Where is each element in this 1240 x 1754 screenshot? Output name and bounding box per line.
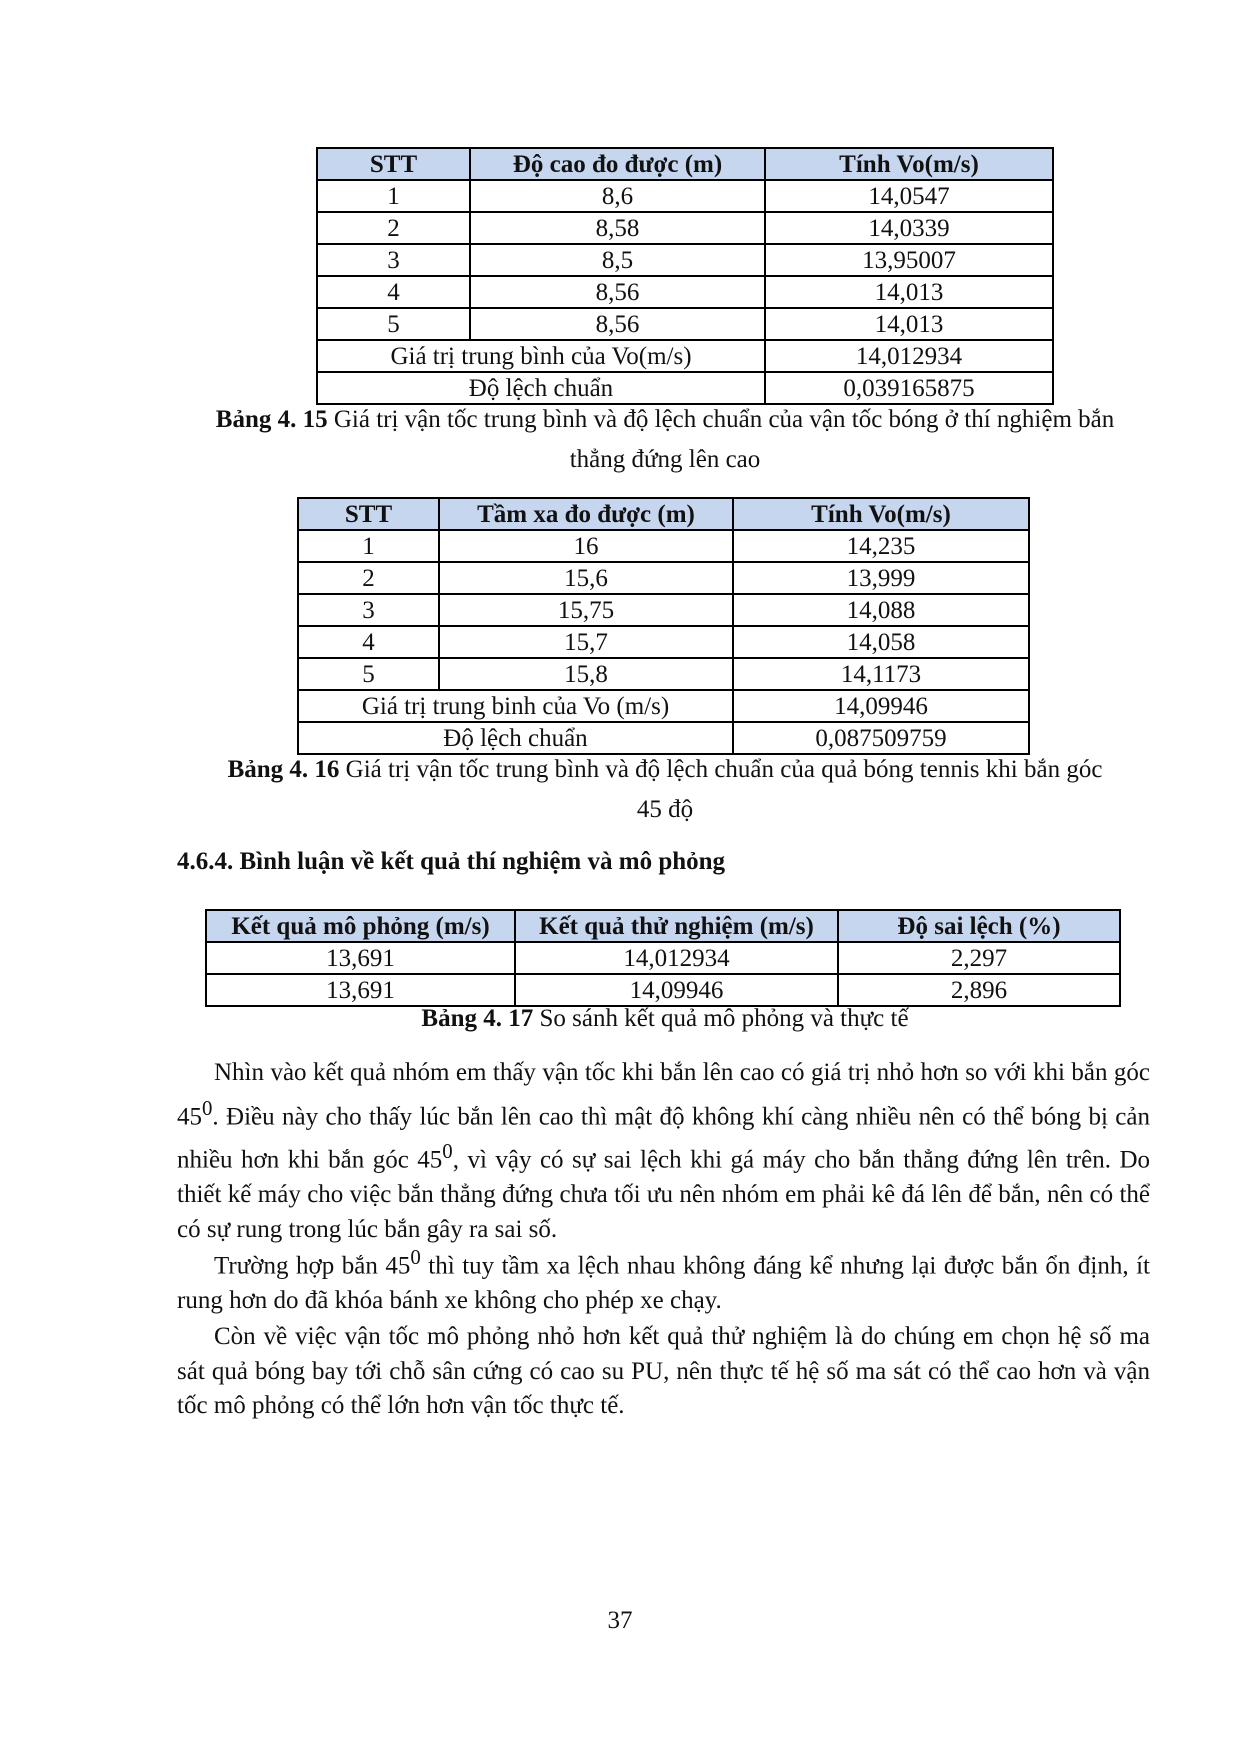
caption-text: So sánh kết quả mô phỏng và thực tế [533,1005,909,1032]
table-cell: 8,56 [470,308,765,340]
caption-text: Giá trị vận tốc trung bình và độ lệch chuẩn của quả bóng tennis khi bắn góc [339,756,1103,783]
table-row [317,212,1053,244]
paragraph-3: Còn về việc vận tốc mô phỏng nhỏ hơn kết quả thử nghiệm là do chúng em chọn hệ số ma sát quả bóng bay tới chỗ sân cứng có cao su PU, nên thực tế hệ số ma sát có thể cao hơn và vận tốc mô phỏng có thể lớn hơn vận tốc thực tế. [177,1323,1150,1419]
table-cell: 16 [439,530,733,562]
table-cell: 2 [298,562,439,594]
table-cell: 15,6 [439,562,733,594]
table-cell: 8,5 [470,244,765,276]
caption-table-4-17 [170,1002,1160,1036]
paragraph-text: . Điều này cho thấy lúc bắn lên cao thì mật độ không khí càng nhiều nên có thể bóng bị cản nhiều hơn khi bắn góc 45 [177,1102,1150,1174]
table-cell: 3 [317,244,470,276]
table-45-degree-shot [297,497,1030,755]
paragraph-text: Trường hợp bắn 45 [214,1252,411,1280]
paragraph-2 [177,1240,1150,1318]
superscript: 0 [442,1139,453,1164]
table-header-row [317,148,1053,180]
header-cell: Độ sai lệch (%) [838,910,1120,942]
table-cell: 2 [317,212,470,244]
mean-value: 14,09946 [733,690,1029,722]
header-cell: Độ cao đo được (m) [470,148,765,180]
table-cell: 8,58 [470,212,765,244]
table-row [317,244,1053,276]
table-row [298,562,1029,594]
page-number: 37 [607,1607,633,1634]
paragraph-1 [177,1056,1150,1247]
caption-label: Bảng 4. 16 [227,756,340,783]
table-row [298,594,1029,626]
header-cell: Tầm xa đo được (m) [439,498,733,530]
caption-text: Giá trị vận tốc trung bình và độ lệch chuẩn của vận tốc bóng ở thí nghiệm bắn [327,406,1115,433]
header-cell: STT [317,148,470,180]
table-cell: 14,235 [733,530,1029,562]
caption-text-line2: 45 độ [636,796,694,823]
mean-label: Giá trị trung binh của Vo (m/s) [298,690,733,722]
table-cell: 5 [317,308,470,340]
table-cell: 2,297 [838,942,1120,974]
caption-text-line2: thẳng đứng lên cao [569,446,761,473]
header-cell: Kết quả mô phỏng (m/s) [206,910,515,942]
table-cell: 15,75 [439,594,733,626]
table-cell: 14,0339 [765,212,1053,244]
table-header-row [206,910,1120,942]
table-cell: 14,09946 [515,974,838,1006]
table-cell: 15,8 [439,658,733,690]
table-row [298,530,1029,562]
caption-table-4-16 [170,750,1160,830]
std-value: 0,087509759 [733,722,1029,754]
header-cell: Tính Vo(m/s) [765,148,1053,180]
table-row [317,180,1053,212]
superscript: 0 [202,1095,213,1120]
table-row [317,308,1053,340]
table-cell: 5 [298,658,439,690]
mean-label: Giá trị trung bình của Vo(m/s) [317,340,765,372]
table-cell: 14,013 [765,276,1053,308]
paragraph-text: thì tuy tầm xa lệch nhau không đáng kể nhưng lại được bắn ổn định, ít rung hơn do đã khóa bánh xe không cho phép xe chạy. [177,1252,1150,1314]
mean-row [298,690,1029,722]
table-cell: 14,058 [733,626,1029,658]
table-cell: 14,088 [733,594,1029,626]
std-label: Độ lệch chuẩn [317,372,765,404]
table-cell: 8,56 [470,276,765,308]
table-cell: 3 [298,594,439,626]
table-cell: 2,896 [838,974,1120,1006]
caption-label: Bảng 4. 15 [215,406,328,433]
table-cell: 1 [317,180,470,212]
table-row [206,942,1120,974]
section-heading: 4.6.4. Bình luận về kết quả thí nghiệm và mô phỏng [177,848,726,875]
table-cell: 14,013 [765,308,1053,340]
table-row [298,658,1029,690]
table-cell: 4 [298,626,439,658]
std-label: Độ lệch chuẩn [298,722,733,754]
table-cell: 15,7 [439,626,733,658]
caption-label: Bảng 4. 17 [421,1005,534,1032]
caption-table-4-15 [170,400,1160,480]
table-cell: 1 [298,530,439,562]
table-comparison [205,909,1121,1007]
table-cell: 13,999 [733,562,1029,594]
std-value: 0,039165875 [765,372,1053,404]
paragraph-text: Nhìn vào kết quả nhóm em thấy vận tốc khi bắn lên cao có giá trị nhỏ hơn so với khi bắn góc 45 [177,1059,1150,1130]
paragraph-text: , vì vậy có sự sai lệch khi gá máy cho bắn thẳng đứng lên trên. Do thiết kế máy cho việc bắn thẳng đứng chưa tối ưu nên nhóm em phải kê đá lên để bắn, nên có thể có sự rung trong lúc bắn gây ra sai số. [177,1146,1150,1243]
table-cell: 4 [317,276,470,308]
table-cell: 13,691 [206,974,515,1006]
table-cell: 14,1173 [733,658,1029,690]
mean-row [317,340,1053,372]
table-cell: 13,691 [206,942,515,974]
table-cell: 14,012934 [515,942,838,974]
mean-value: 14,012934 [765,340,1053,372]
superscript: 0 [410,1245,421,1269]
table-cell: 8,6 [470,180,765,212]
table-cell: 14,0547 [765,180,1053,212]
header-cell: Kết quả thử nghiệm (m/s) [515,910,838,942]
table-row [298,626,1029,658]
header-cell: Tính Vo(m/s) [733,498,1029,530]
table-row [317,276,1053,308]
table-cell: 13,95007 [765,244,1053,276]
table-vertical-shot [316,147,1054,405]
header-cell: STT [298,498,439,530]
table-header-row [298,498,1029,530]
